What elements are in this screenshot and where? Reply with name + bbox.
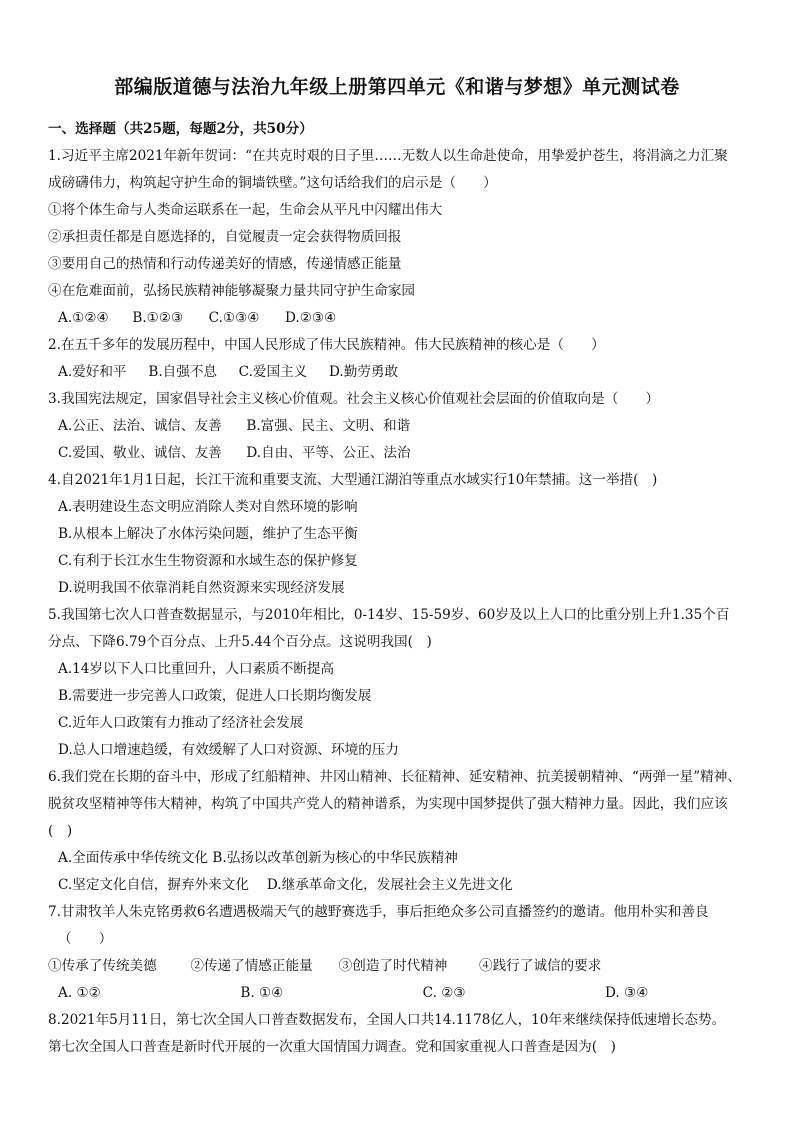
question-6-options-row-2: C.坚定文化自信，摒弃外来文化 D.继承革命文化，发展社会主义先进文化 (58, 877, 513, 893)
question-7-option-b: B. ①④ (240, 985, 284, 1001)
question-7-stem-line-2: （ ） (58, 931, 113, 947)
question-1-options (58, 309, 758, 327)
question-7-stem-line-1: 7.甘肃牧羊人朱克铭勇救6名遭遇极端天气的越野赛选手，事后拒绝众多公司直播签约的邀请。他用朴实和善良 (48, 904, 709, 920)
question-3-options-row-2 (58, 444, 758, 462)
question-1-option-a: A.①②④ (58, 310, 109, 326)
question-5-option-b: B.需要进一步完善人口政策，促进人口长期均衡发展 (58, 688, 372, 704)
question-2-options (58, 363, 758, 381)
question-6-options-row-1: A.全面传承中华传统文化 B.弘扬以改革创新为核心的中华民族精神 (58, 850, 458, 866)
question-7-option-d: D. ③④ (604, 985, 649, 1001)
section-heading: 一、选择题（共25题，每题2分，共50分） (48, 121, 313, 137)
question-4-option-a: A.表明建设生态文明应消除人类对自然环境的影响 (58, 499, 358, 515)
question-6-stem-line-2: 脱贫攻坚精神等伟大精神，构筑了中国共产党人的精神谱系，为实现中国梦提供了强大精神力量。因此，我们应该 (48, 796, 728, 812)
question-1-stem-line-1: 1.习近平主席2021年新年贺词：“在共克时艰的日子里……无数人以生命赴使命，用挚爱护苍生，将涓滴之力汇聚 (48, 148, 728, 164)
question-5-option-a: A.14岁以下人口比重回升，人口素质不断提高 (58, 661, 335, 677)
question-5-option-c: C.近年人口政策有力推动了经济社会发展 (58, 715, 304, 731)
question-5-stem-line-2: 分点、下降6.79个百分点、上升5.44个百分点。这说明我国( ) (48, 634, 432, 650)
question-1-option-c: C.①③④ (208, 310, 260, 326)
question-1-statement-1: ①将个体生命与人类命运联系在一起，生命会从平凡中闪耀出伟大 (48, 202, 443, 218)
question-3-option-c: C.爱国、敬业、诚信、友善 (58, 445, 222, 461)
question-8-stem-line-1: 8.2021年5月11日，第七次全国人口普查数据发布，全国人口共14.1178亿人，10年来继续保持低速增长态势。 (48, 1012, 726, 1028)
question-6-stem-line-1: 6.我们党在长期的奋斗中，形成了红船精神、井冈山精神、长征精神、延安精神、抗美援朝精神、“两弹一星”精神、 (48, 769, 741, 785)
question-1-stem-line-2: 成磅礴伟力，构筑起守护生命的铜墙铁壁。”这句话给我们的启示是（ ） (48, 175, 497, 191)
question-1-statement-3: ③要用自己的热情和行动传递美好的情感，传递情感正能量 (48, 256, 402, 272)
question-2-option-c: C.爱国主义 (238, 364, 308, 380)
question-3-options-row-1 (58, 417, 758, 435)
question-3-option-d: D.自由、平等、公正、法治 (246, 445, 411, 461)
question-7-statements (48, 957, 758, 975)
question-4-option-c: C.有利于长江水生生物资源和水域生态的保护修复 (58, 553, 358, 569)
question-7-statement-4: ④践行了诚信的要求 (478, 958, 602, 974)
question-2-option-b: B.自强不息 (148, 364, 218, 380)
question-2-option-d: D.勤劳勇敢 (328, 364, 399, 380)
question-4-option-d: D.说明我国不依靠消耗自然资源来实现经济发展 (58, 580, 345, 596)
question-1-statement-4: ④在危难面前，弘扬民族精神能够凝聚力量共同守护生命家园 (48, 283, 416, 299)
question-6-stem-line-3: ( ) (48, 823, 73, 839)
question-7-statement-2: ②传递了情感正能量 (190, 958, 313, 974)
question-2-option-a: A.爱好和平 (58, 364, 127, 380)
question-1-statement-2: ②承担责任都是自愿选择的，自觉履责一定会获得物质回报 (48, 229, 402, 245)
question-1-option-b: B.①②③ (132, 310, 184, 326)
question-7-statement-3: ③创造了时代精神 (338, 958, 448, 974)
question-1-option-d: D.②③④ (284, 310, 337, 326)
question-3-option-b: B.富强、民主、文明、和谐 (246, 418, 411, 434)
question-3-option-a: A.公正、法治、诚信、友善 (58, 418, 222, 434)
question-3-stem: 3.我国宪法规定，国家倡导社会主义核心价值观。社会主义核心价值观社会层面的价值取向是（ ） (48, 391, 660, 407)
question-7-statement-1: ①传承了传统美德 (48, 958, 157, 974)
question-4-option-b: B.从根本上解决了水体污染问题，维护了生态平衡 (58, 526, 358, 542)
question-2-stem: 2.在五千多年的发展历程中，中国人民形成了伟大民族精神。伟大民族精神的核心是（ ） (48, 337, 605, 353)
question-7-option-c: C. ②③ (422, 985, 466, 1001)
question-5-option-d: D.总人口增速趋缓，有效缓解了人口对资源、环境的压力 (58, 742, 399, 758)
question-4-stem: 4.自2021年1月1日起，长江干流和重要支流、大型通江湖泊等重点水域实行10年禁捕。这一举措( ) (48, 472, 658, 488)
question-8-stem-line-2: 第七次全国人口普查是新时代开展的一次重大国情国力调查。党和国家重视人口普查是因为( ) (48, 1039, 616, 1055)
question-7-options (58, 984, 758, 1002)
page-title: 部编版道德与法治九年级上册第四单元《和谐与梦想》单元测试卷 (114, 76, 680, 98)
question-5-stem-line-1: 5.我国第七次人口普查数据显示，与2010年相比，0-14岁、15-59岁、60岁及以上人口的比重分别上升1.35个百 (48, 607, 730, 623)
question-7-option-a: A. ①② (58, 985, 101, 1001)
